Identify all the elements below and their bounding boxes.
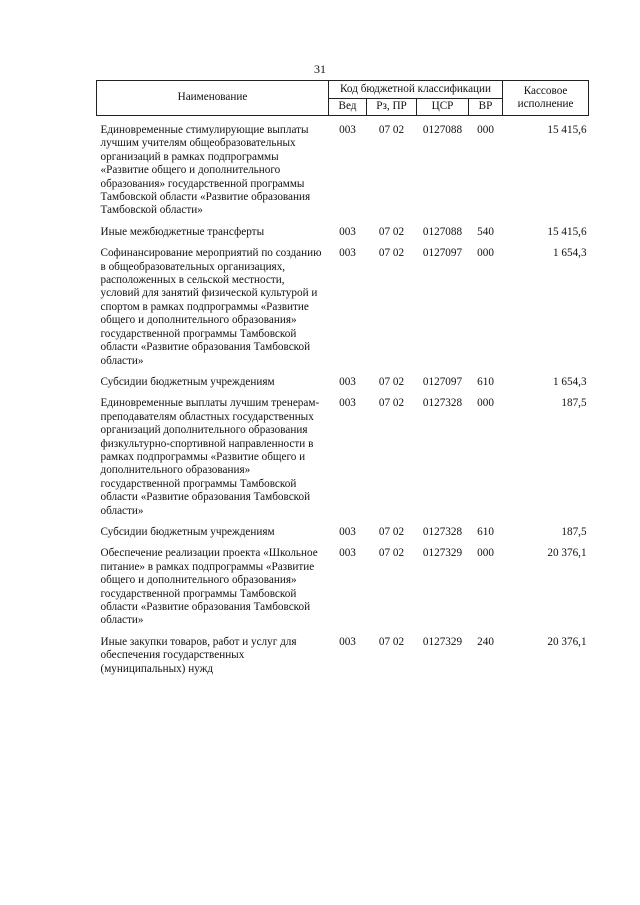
row-vr: 000	[477, 547, 494, 560]
row-csr: 0127328	[422, 525, 463, 538]
header-csr: ЦСР	[417, 99, 469, 116]
row-cash-sum: 1 654,3	[552, 375, 587, 388]
header-cash: Кассовое исполнение	[503, 81, 589, 116]
header-code-group: Код бюджетной классификации	[329, 81, 503, 99]
row-csr: 0127097	[422, 247, 463, 260]
row-csr: 0127088	[422, 225, 463, 238]
row-csr: 0127328	[422, 397, 463, 410]
table-row	[97, 526, 589, 547]
header-vr: ВР	[469, 99, 503, 116]
row-rz-pr: 07 02	[378, 375, 405, 388]
row-name: Обеспечение реализации проекта «Школьное питание» в рамках подпрограммы «Развитие общего и дополнительного образования» государственной программы Тамбовской области «Развитие образования Тамбовской области»	[100, 547, 318, 627]
row-vr: 610	[477, 375, 494, 388]
row-cash-sum: 20 376,1	[547, 547, 587, 560]
row-cash-sum: 15 415,6	[547, 124, 587, 136]
table-row	[97, 547, 589, 635]
row-vr: 610	[477, 525, 494, 538]
row-name: Иные закупки товаров, работ и услуг для обеспечения государственных (муниципальных) нужд	[100, 635, 297, 675]
row-name: Субсидии бюджетным учреждениям	[100, 525, 275, 538]
row-vr: 000	[477, 397, 494, 410]
row-ved: 003	[339, 124, 356, 136]
table-row	[97, 397, 589, 526]
row-rz-pr: 07 02	[378, 397, 405, 410]
row-ved: 003	[339, 635, 356, 648]
row-ved: 003	[339, 397, 356, 410]
row-rz-pr: 07 02	[378, 225, 405, 238]
table-row	[97, 124, 589, 226]
row-rz-pr: 07 02	[378, 525, 405, 538]
table-row	[97, 636, 589, 684]
page-number: 31	[314, 62, 326, 76]
row-cash-sum: 1 654,3	[552, 247, 587, 260]
header-rz-pr: Рз, ПР	[367, 99, 417, 116]
row-name: Единовременные стимулирующие выплаты лучшим учителям общеобразовательных организаций в рамках подпрограммы «Развитие общего и дополнительного образования» государственной программы Тамбовской области «Развитие образования Тамбовской области»	[100, 124, 311, 217]
row-csr: 0127097	[422, 375, 463, 388]
row-vr: 240	[477, 635, 494, 648]
row-csr: 0127329	[422, 635, 463, 648]
row-csr: 0127088	[422, 124, 463, 136]
row-vr: 540	[477, 225, 494, 238]
row-ved: 003	[339, 375, 356, 388]
row-rz-pr: 07 02	[378, 247, 405, 260]
table-row	[97, 376, 589, 397]
row-cash-sum: 20 376,1	[547, 635, 587, 648]
table-body	[97, 116, 589, 685]
row-rz-pr: 07 02	[378, 124, 405, 136]
row-name: Иные межбюджетные трансферты	[100, 225, 265, 238]
row-vr: 000	[477, 124, 494, 136]
header-name: Наименование	[97, 81, 329, 116]
header-ved: Вед	[329, 99, 367, 116]
table-row	[97, 247, 589, 376]
row-name: Единовременные выплаты лучшим тренерам-преподавателям областных государственных организаций дополнительного образования физкультурно-спортивной направленности в рамках подпрограммы «Развитие общего и дополнительного образования» государственной программы Тамбовской области «Развитие образования Тамбовской области»	[100, 397, 320, 517]
row-rz-pr: 07 02	[378, 547, 405, 560]
row-ved: 003	[339, 525, 356, 538]
row-ved: 003	[339, 225, 356, 238]
budget-table	[96, 80, 589, 684]
row-name: Субсидии бюджетным учреждениям	[100, 375, 275, 388]
row-vr: 000	[477, 247, 494, 260]
row-cash-sum: 15 415,6	[547, 225, 587, 238]
table-row	[97, 226, 589, 247]
row-ved: 003	[339, 247, 356, 260]
row-cash-sum: 187,5	[561, 525, 587, 538]
row-csr: 0127329	[422, 547, 463, 560]
row-cash-sum: 187,5	[561, 397, 587, 410]
row-rz-pr: 07 02	[378, 635, 405, 648]
row-ved: 003	[339, 547, 356, 560]
row-name: Софинансирование мероприятий по созданию в общеобразовательных организациях, расположенных в сельской местности, условий для занятий физической культурой и спортом в рамках подпрограммы «Развитие общего и дополнительного образования» государственной программы Тамбовской области «Развитие образования Тамбовской области»	[100, 247, 322, 367]
table-header	[97, 81, 589, 116]
